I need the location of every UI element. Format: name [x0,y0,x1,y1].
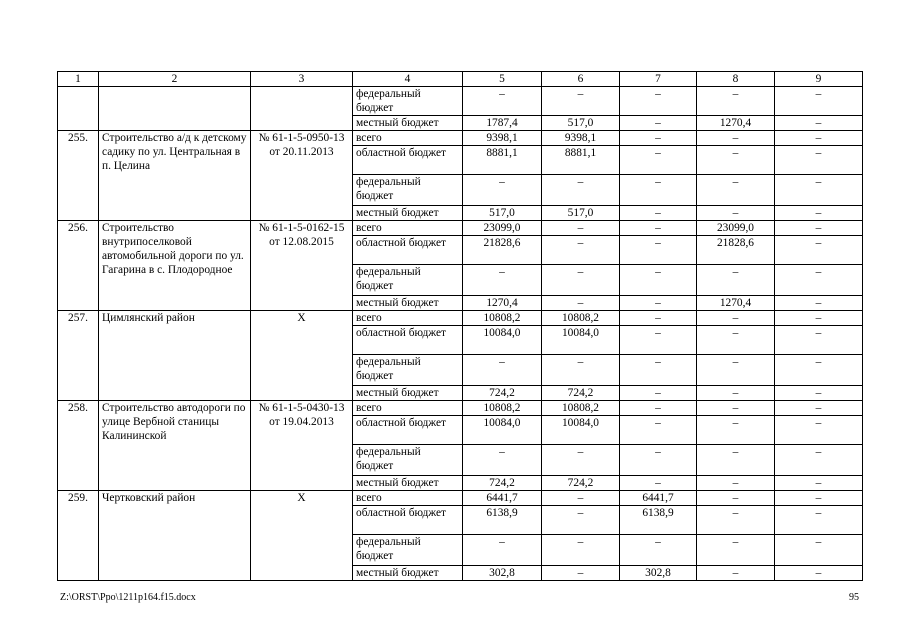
value-cell: 1270,4 [463,296,542,311]
document-ref: № 61-1-5-0950-13 от 20.11.2013 [251,131,353,221]
budget-line-label: всего [353,221,463,236]
value-cell: – [463,355,542,386]
value-cell: – [697,506,775,535]
budget-line-label: местный бюджет [353,206,463,221]
budget-line-label: федеральный бюджет [353,87,463,116]
header-cell: 5 [463,72,542,87]
value-cell: – [463,265,542,296]
value-cell: – [775,221,863,236]
table-row [58,87,863,116]
value-cell: 1270,4 [697,116,775,131]
value-cell: 10808,2 [542,311,620,326]
value-cell: 9398,1 [542,131,620,146]
value-cell: – [775,355,863,386]
object-name: Чертковский район [99,491,251,581]
value-cell: – [620,416,697,445]
value-cell: – [775,401,863,416]
budget-line-label: всего [353,311,463,326]
document-ref [251,87,353,131]
value-cell: – [775,87,863,116]
budget-line-label: областной бюджет [353,146,463,175]
budget-line-label: местный бюджет [353,566,463,581]
row-number: 256. [58,221,99,311]
table-row [58,221,863,236]
value-cell: – [775,491,863,506]
value-cell: – [697,206,775,221]
value-cell: – [775,146,863,175]
value-cell: 10808,2 [463,311,542,326]
value-cell: 724,2 [463,476,542,491]
value-cell: – [775,311,863,326]
value-cell: – [620,265,697,296]
row-number: 257. [58,311,99,401]
document-ref: Х [251,311,353,401]
budget-table [57,71,863,581]
value-cell: – [542,296,620,311]
value-cell: 1787,4 [463,116,542,131]
value-cell: – [775,265,863,296]
row-number: 255. [58,131,99,221]
value-cell: 517,0 [463,206,542,221]
header-cell: 8 [697,72,775,87]
table-row [58,311,863,326]
value-cell: – [620,146,697,175]
value-cell: 302,8 [620,566,697,581]
value-cell: 10084,0 [542,416,620,445]
value-cell: – [542,566,620,581]
budget-line-label: всего [353,491,463,506]
value-cell: 9398,1 [463,131,542,146]
value-cell: 6138,9 [463,506,542,535]
header-cell: 3 [251,72,353,87]
value-cell: – [775,566,863,581]
value-cell: 724,2 [542,386,620,401]
row-number: 259. [58,491,99,581]
value-cell: – [697,416,775,445]
value-cell: – [775,131,863,146]
value-cell: – [620,131,697,146]
object-name: Строительство автодороги по улице Вербной станицы Калининской [99,401,251,491]
value-cell: – [463,535,542,566]
value-cell: 302,8 [463,566,542,581]
value-cell: – [620,386,697,401]
value-cell: – [542,265,620,296]
value-cell: – [620,206,697,221]
budget-line-label: областной бюджет [353,506,463,535]
value-cell: – [775,506,863,535]
header-cell: 7 [620,72,697,87]
table-row [58,401,863,416]
value-cell: – [697,175,775,206]
value-cell: – [775,116,863,131]
value-cell: – [620,401,697,416]
value-cell: – [697,326,775,355]
value-cell: – [620,311,697,326]
value-cell: – [542,535,620,566]
value-cell: – [775,535,863,566]
value-cell: – [697,476,775,491]
row-number [58,87,99,131]
budget-line-label: местный бюджет [353,476,463,491]
value-cell: 10808,2 [542,401,620,416]
budget-line-label: федеральный бюджет [353,445,463,476]
value-cell: 10084,0 [463,416,542,445]
budget-line-label: федеральный бюджет [353,535,463,566]
value-cell: – [620,116,697,131]
budget-line-label: федеральный бюджет [353,355,463,386]
value-cell: 6441,7 [620,491,697,506]
value-cell: – [697,535,775,566]
header-row [58,72,863,87]
row-number: 258. [58,401,99,491]
value-cell: – [697,566,775,581]
value-cell: – [620,221,697,236]
object-name: Цимлянский район [99,311,251,401]
value-cell: 517,0 [542,116,620,131]
budget-line-label: местный бюджет [353,386,463,401]
value-cell: – [542,87,620,116]
object-name [99,87,251,131]
object-name: Строительство а/д к детскому садику по ул. Центральная в п. Целина [99,131,251,221]
budget-line-label: федеральный бюджет [353,175,463,206]
value-cell: – [620,175,697,206]
value-cell: – [697,445,775,476]
value-cell: – [542,221,620,236]
document-ref: Х [251,491,353,581]
value-cell: – [620,236,697,265]
value-cell: – [542,445,620,476]
header-cell: 4 [353,72,463,87]
value-cell: – [697,311,775,326]
value-cell: – [542,506,620,535]
value-cell: 8881,1 [542,146,620,175]
value-cell: 23099,0 [697,221,775,236]
header-cell: 6 [542,72,620,87]
value-cell: – [620,87,697,116]
value-cell: 10084,0 [463,326,542,355]
value-cell: – [697,146,775,175]
budget-line-label: областной бюджет [353,416,463,445]
budget-line-label: всего [353,401,463,416]
table-row [58,131,863,146]
value-cell: 23099,0 [463,221,542,236]
value-cell: 1270,4 [697,296,775,311]
value-cell: 724,2 [542,476,620,491]
document-ref: № 61-1-5-0162-15 от 12.08.2015 [251,221,353,311]
budget-line-label: местный бюджет [353,116,463,131]
value-cell: 21828,6 [697,236,775,265]
budget-line-label: местный бюджет [353,296,463,311]
value-cell: – [697,87,775,116]
value-cell: – [775,476,863,491]
value-cell: – [697,355,775,386]
footer-file-path: Z:\ORST\Ppo\1211p164.f15.docx [60,592,196,603]
table-row [58,491,863,506]
document-ref: № 61-1-5-0430-13 от 19.04.2013 [251,401,353,491]
value-cell: 6441,7 [463,491,542,506]
value-cell: – [463,445,542,476]
value-cell: 517,0 [542,206,620,221]
value-cell: – [775,416,863,445]
object-name: Строительство внутрипоселковой автомобильной дороги по ул. Гагарина в с. Плодородное [99,221,251,311]
value-cell: – [775,386,863,401]
header-cell: 9 [775,72,863,87]
value-cell: – [697,491,775,506]
value-cell: – [463,175,542,206]
value-cell: – [620,296,697,311]
value-cell: – [775,175,863,206]
value-cell: 10084,0 [542,326,620,355]
header-cell: 1 [58,72,99,87]
value-cell: – [775,326,863,355]
value-cell: – [620,476,697,491]
value-cell: – [620,535,697,566]
budget-line-label: областной бюджет [353,236,463,265]
value-cell: – [697,401,775,416]
value-cell: – [620,445,697,476]
value-cell: – [542,491,620,506]
value-cell: – [775,445,863,476]
header-cell: 2 [99,72,251,87]
value-cell: – [620,355,697,386]
budget-line-label: областной бюджет [353,326,463,355]
value-cell: – [542,355,620,386]
value-cell: 10808,2 [463,401,542,416]
value-cell: – [775,206,863,221]
value-cell: – [620,326,697,355]
value-cell: 724,2 [463,386,542,401]
value-cell: – [697,265,775,296]
value-cell: – [542,236,620,265]
value-cell: – [463,87,542,116]
budget-line-label: всего [353,131,463,146]
page-number: 95 [849,592,859,603]
value-cell: – [697,386,775,401]
value-cell: 6138,9 [620,506,697,535]
budget-line-label: федеральный бюджет [353,265,463,296]
value-cell: – [542,175,620,206]
value-cell: – [697,131,775,146]
value-cell: 8881,1 [463,146,542,175]
value-cell: – [775,296,863,311]
value-cell: – [775,236,863,265]
value-cell: 21828,6 [463,236,542,265]
